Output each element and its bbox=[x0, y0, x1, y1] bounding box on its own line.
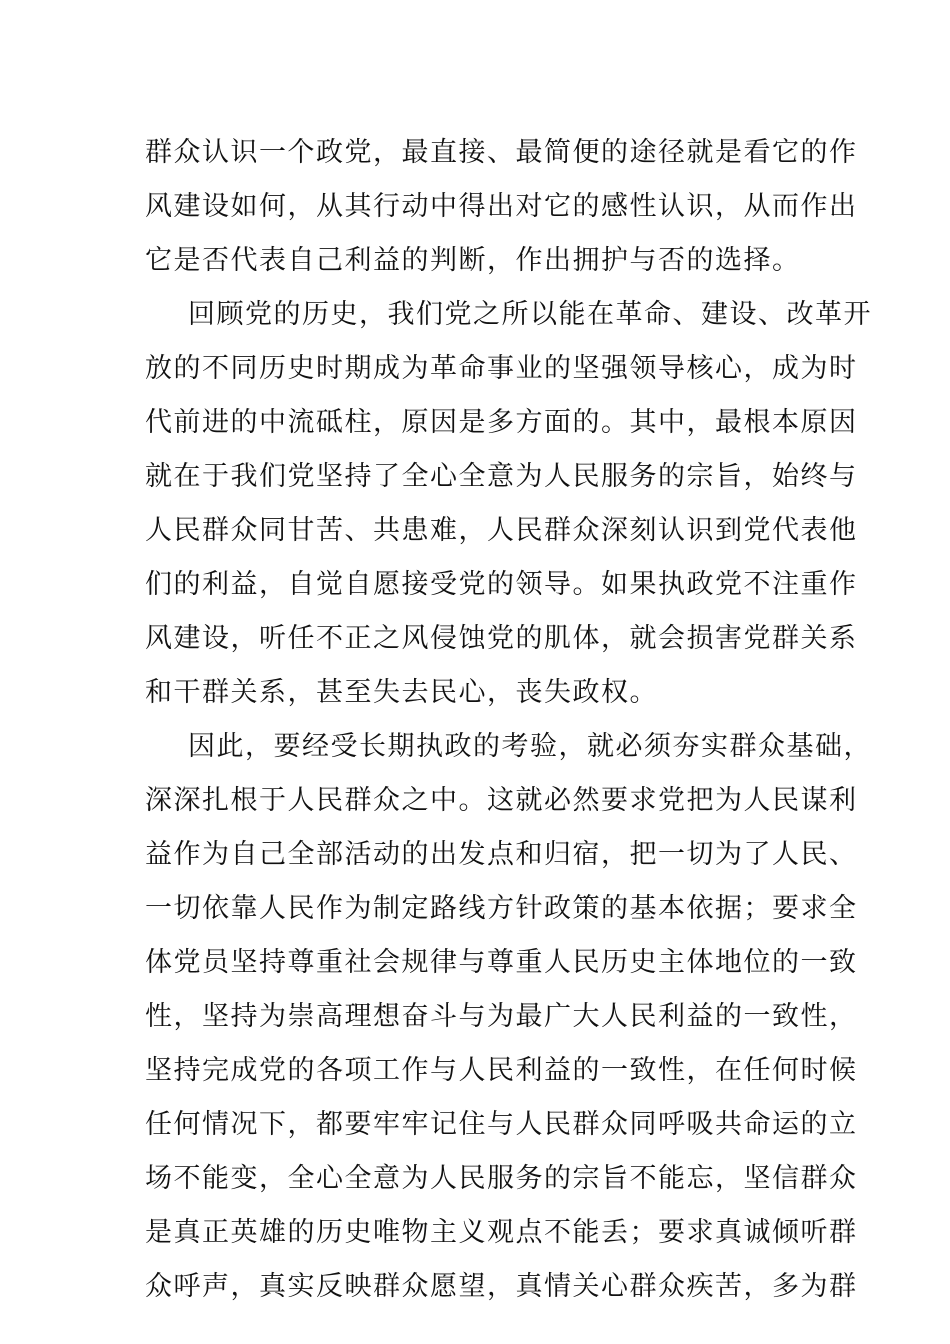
text-line: 是真正英雄的历史唯物主义观点不能丢；要求真诚倾听群 bbox=[145, 1217, 858, 1248]
text-line: 任何情况下，都要牢牢记住与人民群众同呼吸共命运的立 bbox=[145, 1109, 858, 1140]
paragraph-start-line: 回顾党的历史，我们党之所以能在革命、建设、改革开 bbox=[188, 299, 872, 330]
text-line: 就在于我们党坚持了全心全意为人民服务的宗旨，始终与 bbox=[145, 461, 858, 492]
text-line: 风建设如何，从其行动中得出对它的感性认识，从而作出 bbox=[145, 191, 858, 222]
paragraph-start-line: 因此，要经受长期执政的考验，就必须夯实群众基础， bbox=[188, 731, 872, 762]
text-line: 人民群众同甘苦、共患难，人民群众深刻认识到党代表他 bbox=[145, 515, 858, 546]
text-line: 坚持完成党的各项工作与人民利益的一致性，在任何时候 bbox=[145, 1055, 858, 1086]
text-line: 代前进的中流砥柱，原因是多方面的。其中，最根本原因 bbox=[145, 407, 858, 438]
text-line: 和干群关系，甚至失去民心，丧失政权。 bbox=[145, 677, 658, 708]
text-line: 场不能变，全心全意为人民服务的宗旨不能忘，坚信群众 bbox=[145, 1163, 858, 1194]
text-line: 性，坚持为崇高理想奋斗与为最广大人民利益的一致性， bbox=[145, 1001, 858, 1032]
text-line: 放的不同历史时期成为革命事业的坚强领导核心，成为时 bbox=[145, 353, 858, 384]
text-line: 群众认识一个政党，最直接、最简便的途径就是看它的作 bbox=[145, 137, 858, 168]
text-line: 体党员坚持尊重社会规律与尊重人民历史主体地位的一致 bbox=[145, 947, 858, 978]
text-line: 一切依靠人民作为制定路线方针政策的基本依据；要求全 bbox=[145, 893, 858, 924]
text-line: 风建设，听任不正之风侵蚀党的肌体，就会损害党群关系 bbox=[145, 623, 858, 654]
text-line: 深深扎根于人民群众之中。这就必然要求党把为人民谋利 bbox=[145, 785, 858, 816]
text-line: 们的利益，自觉自愿接受党的领导。如果执政党不注重作 bbox=[145, 569, 858, 600]
text-line: 众呼声，真实反映群众愿望，真情关心群众疾苦，多为群 bbox=[145, 1271, 858, 1302]
text-line: 益作为自己全部活动的出发点和归宿，把一切为了人民、 bbox=[145, 839, 858, 870]
text-line: 它是否代表自己利益的判断，作出拥护与否的选择。 bbox=[145, 245, 801, 276]
